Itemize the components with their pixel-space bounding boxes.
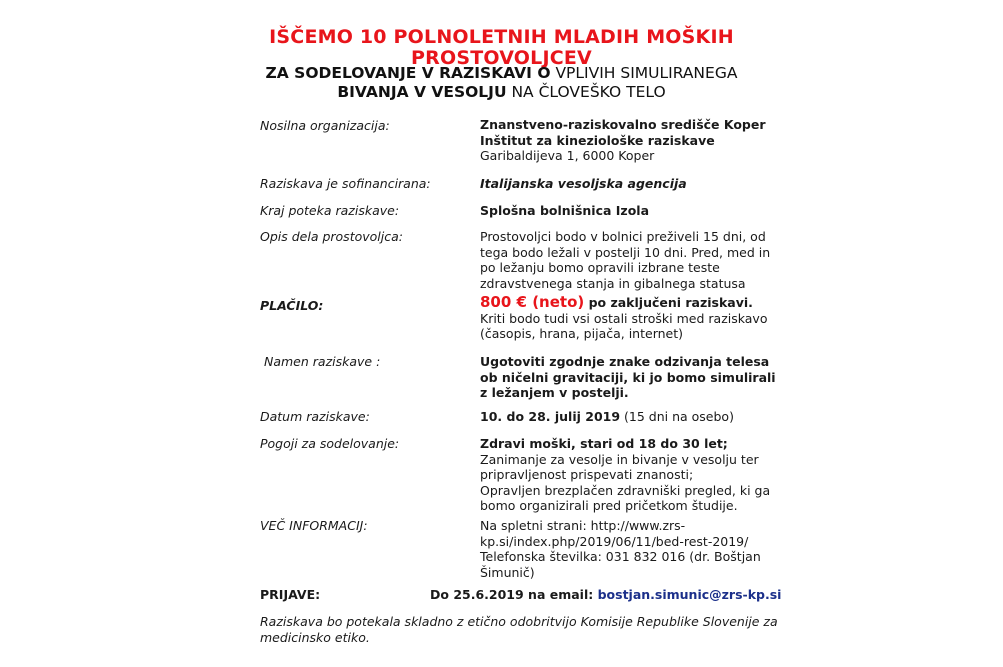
label-apply: PRIJAVE: (260, 587, 321, 602)
payment-line3: (časopis, hrana, pijača, internet) (480, 326, 684, 341)
value-payment (480, 295, 780, 342)
payment-line1 (480, 295, 780, 311)
label-payment: PLAČILO: (260, 298, 324, 313)
org-address: Garibaldijeva 1, 6000 Koper (480, 148, 655, 163)
value-apply (430, 587, 790, 603)
label-date: Datum raziskave: (260, 409, 370, 424)
value-more-info (480, 518, 780, 580)
info-web-link[interactable]: kp.si/index.php/2019/06/11/bed-rest-2019/ (480, 533, 749, 549)
description-line4: zdravstvenega stanja in gibalnega statusa (480, 275, 746, 291)
ethics-note-line1: Raziskava bo potekala skladno z etično odobritvijo Komisije Republike Slovenije za (260, 614, 778, 629)
location-name: Splošna bolnišnica Izola (480, 203, 650, 218)
label-cofinanced: Raziskava je sofinancirana: (260, 176, 431, 191)
value-purpose (480, 354, 780, 401)
conditions-line4: Opravljen brezplačen zdravniški pregled, ki ga (480, 482, 771, 498)
value-conditions (480, 436, 780, 514)
subtitle-line1-bold: ZA SODELOVANJE V RAZISKAVI O (265, 64, 551, 82)
description-line3: po ležanju bomo opravili izbrane teste (480, 260, 720, 275)
value-location (480, 203, 780, 219)
subtitle-line2-rest: NA ČLOVEŠKO TELO (506, 83, 666, 101)
value-cofinanced (480, 176, 780, 192)
payment-amount-note: po zaključeni raziskavi. (584, 295, 753, 310)
description-line1: Prostovoljci bodo v bolnici preživeli 15 dni, od (480, 229, 766, 244)
subtitle-line1 (160, 64, 843, 82)
apply-deadline: Do 25.6.2019 na email: (430, 587, 598, 602)
purpose-line3: z ležanjem v postelji. (480, 385, 629, 400)
purpose-line1: Ugotoviti zgodnje znake odzivanja telesa (480, 354, 770, 369)
ethics-note-line2: medicinsko etiko. (260, 629, 370, 645)
conditions-line2: Zanimanje za vesolje in bivanje v vesolju ter (480, 451, 759, 467)
label-purpose: Namen raziskave : (264, 354, 381, 369)
payment-amount: 800 € (neto) (480, 293, 585, 311)
conditions-line1: Zdravi moški, stari od 18 do 30 let; (480, 436, 728, 451)
info-phone-line2: Šimunič) (480, 564, 535, 580)
value-organization (480, 117, 780, 164)
subtitle-line2-bold: BIVANJA V VESOLJU (337, 83, 507, 101)
apply-line (430, 587, 790, 603)
date-line (480, 409, 780, 425)
purpose-line2: ob ničelni gravitaciji, ki jo bomo simulirali (480, 369, 776, 385)
flyer-title-line1: IŠČEMO 10 POLNOLETNIH MLADIH MOŠKIH (269, 26, 734, 48)
ethics-note (260, 614, 780, 645)
label-more-info: VEČ INFORMACIJ: (260, 518, 368, 533)
conditions-line3: pripravljenost prispevati znanosti; (480, 467, 694, 482)
info-web-line1: Na spletni strani: http://www.zrs- (480, 518, 686, 533)
value-description (480, 229, 780, 291)
subtitle-line1-rest: VPLIVIH SIMULIRANEGA (550, 64, 738, 82)
flyer-title-line2: PROSTOVOLJCEV (411, 47, 592, 69)
payment-line2: Kriti bodo tudi vsi ostali stroški med raziskavo (480, 310, 768, 326)
info-phone-line1: Telefonska številka: 031 832 016 (dr. Boštjan (480, 549, 761, 564)
description-line2: tega bodo ležali v postelji 10 dni. Pred, med in (480, 244, 771, 260)
label-description: Opis dela prostovoljca: (260, 229, 403, 244)
date-range: 10. do 28. julij 2019 (480, 409, 621, 424)
label-organization: Nosilna organizacija: (260, 118, 390, 133)
cofinancer-name: Italijanska vesoljska agencija (480, 176, 687, 191)
date-note: (15 dni na osebo) (620, 409, 734, 424)
value-date (480, 409, 780, 425)
apply-email-link[interactable]: bostjan.simunic@zrs-kp.si (597, 587, 782, 602)
conditions-line5: bomo organizirali pred pričetkom študije. (480, 498, 738, 513)
org-name-line2: Inštitut za kineziološke raziskave (480, 132, 715, 148)
label-conditions: Pogoji za sodelovanje: (260, 436, 400, 451)
label-location: Kraj poteka raziskave: (260, 203, 400, 218)
subtitle-line2 (160, 83, 843, 101)
org-name-line1: Znanstveno-raziskovalno središče Koper (480, 117, 766, 132)
